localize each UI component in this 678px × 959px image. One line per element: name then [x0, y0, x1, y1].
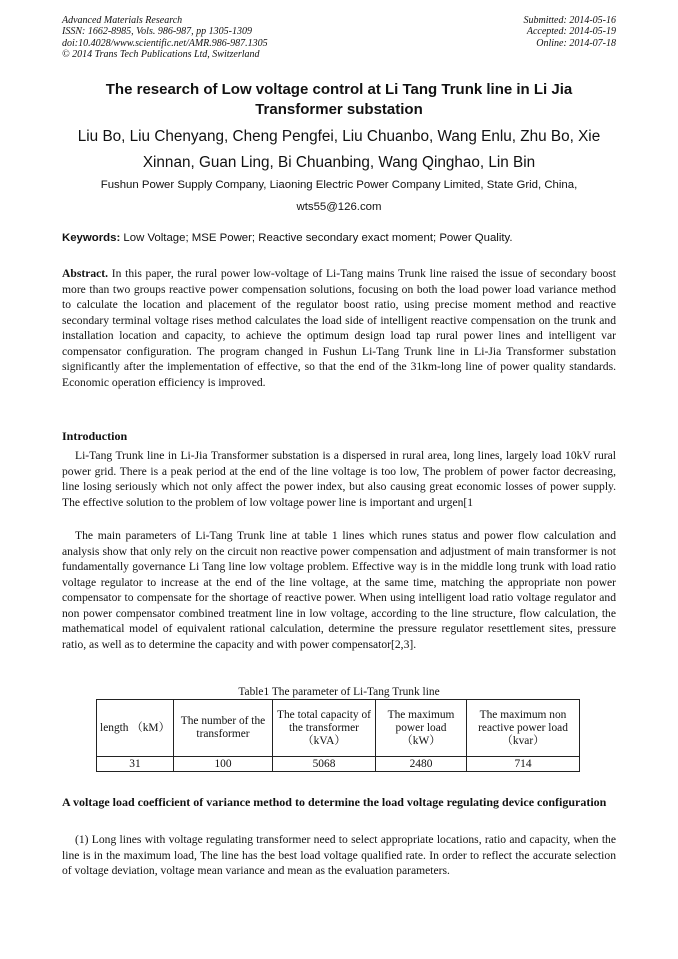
keywords-label: Keywords:	[62, 232, 121, 244]
table-cell: 714	[467, 757, 580, 772]
table-cell: 31	[97, 757, 174, 772]
abstract-label: Abstract.	[62, 267, 109, 280]
section-paragraph-1: (1) Long lines with voltage regulating transformer need to select appropriate locations, ratio and capacity, when the line is in the maximum load, The line has the best load voltage qualified rate. In order to reflect the accurate selection of voltage deviation, voltage mean variance and mean as the evaluation parameters.	[62, 833, 616, 877]
keywords	[62, 231, 616, 245]
paper-title: The research of Low voltage control at Li Tang Trunk line in Li Jia Transformer substation	[105, 81, 573, 118]
affiliation: Fushun Power Supply Company, Liaoning Electric Power Company Limited, State Grid, China,	[100, 179, 578, 191]
doi-line: doi:10.4028/www.scientific.net/AMR.986-987.1305	[62, 37, 268, 49]
introduction-paragraph-1: Li-Tang Trunk line in Li-Jia Transformer substation is a dispersed in rural area, long lines, largely load 10kV rural power grid. There is a peak period at the end of the line voltage is too low, The problem of power factor decreasing, line losing seriously which not only affect the power index, but also causing great economic losses of power supply. The effective solution to the problem of low voltage power line is important and urgen[1	[62, 449, 616, 509]
accepted-date: Accepted: 2014-05-19	[526, 26, 616, 38]
introduction-paragraph-2: The main parameters of Li-Tang Trunk line at table 1 lines which runes status and power flow calculation and analysis show that only rely on the circuit non reactive power compensation and adjustment of main transformer is not fundamentally governance Li Tang line low voltage problem. Effective way is in the middle long trunk with load ratio voltage regulator to increase at the end of the line voltage, at the same time, matching the appropriate non power compensator to compensate for the shortage of reactive power. When using intelligent load ratio voltage regulator and non power compensator combined treatment line in low voltage, according to the line structure, flow calculation, the mathematical model of equivalent rational calculation, determine the pressure regulator resettlement sites, pressure ratio, as well as to determine the capacity and with power compensator[2,3].	[62, 529, 616, 651]
table-header-cell: The maximum power load （kW）	[376, 700, 467, 757]
abstract	[62, 266, 616, 390]
table-header-row	[97, 700, 580, 757]
table-cell: 5068	[273, 757, 376, 772]
table-header-cell: The maximum non reactive power load （kvar）	[467, 700, 580, 757]
table-header-cell: length （kM）	[97, 700, 174, 757]
affiliation-block	[62, 174, 616, 218]
table-header-cell: The number of the transformer	[174, 700, 273, 757]
issn-line: ISSN: 1662-8985, Vols. 986-987, pp 1305-1309	[62, 26, 252, 38]
journal-header-right	[524, 15, 617, 49]
table-cell: 100	[174, 757, 273, 772]
introduction-heading: Introduction	[62, 429, 128, 443]
journal-name: Advanced Materials Research	[62, 15, 183, 26]
table-caption: Table1 The parameter of Li-Tang Trunk line	[238, 686, 440, 698]
abstract-text: In this paper, the rural power low-voltage of Li-Tang mains Trunk line raised the issue of secondary boost more than two groups reactive power compensation solutions, focusing on both the load power load variance method to calculate the location and placement of the regulator boost ratio, using precise moment method and reactive secondary terminal voltage rises method calculates the load side of intelligent reactive compensation on the trunk and installation location and capacity, to achieve the optimum design load tap rural power lines and intelligent var compensator configuration. The program changed in Fushun Li-Tang Trunk line in Li-Jia Transformer substation significantly after the implementation of effective, so that the end of the 31km-long line of power quality standards. Economic operation efficiency is improved.	[62, 267, 616, 389]
journal-header-left	[62, 15, 268, 60]
table-header-cell: The total capacity of the transformer （kVA）	[273, 700, 376, 757]
table-row	[97, 757, 580, 772]
author-list: Liu Bo, Liu Chenyang, Cheng Pengfei, Liu Chuanbo, Wang Enlu, Zhu Bo, Xie Xinnan, Guan Ling, Bi Chuanbing, Wang Qinghao, Lin Bin	[77, 128, 601, 171]
email: wts55@126.com	[296, 201, 382, 213]
table-cell: 2480	[376, 757, 467, 772]
online-date: Online: 2014-07-18	[536, 37, 616, 49]
submitted-date: Submitted: 2014-05-16	[523, 15, 616, 26]
keywords-text: Low Voltage; MSE Power; Reactive secondary exact moment; Power Quality.	[120, 232, 513, 244]
section-heading: A voltage load coefficient of variance method to determine the load voltage regulating device configuration	[62, 795, 607, 809]
copyright-line: © 2014 Trans Tech Publications Ltd, Switzerland	[62, 48, 260, 60]
parameter-table	[96, 699, 580, 772]
